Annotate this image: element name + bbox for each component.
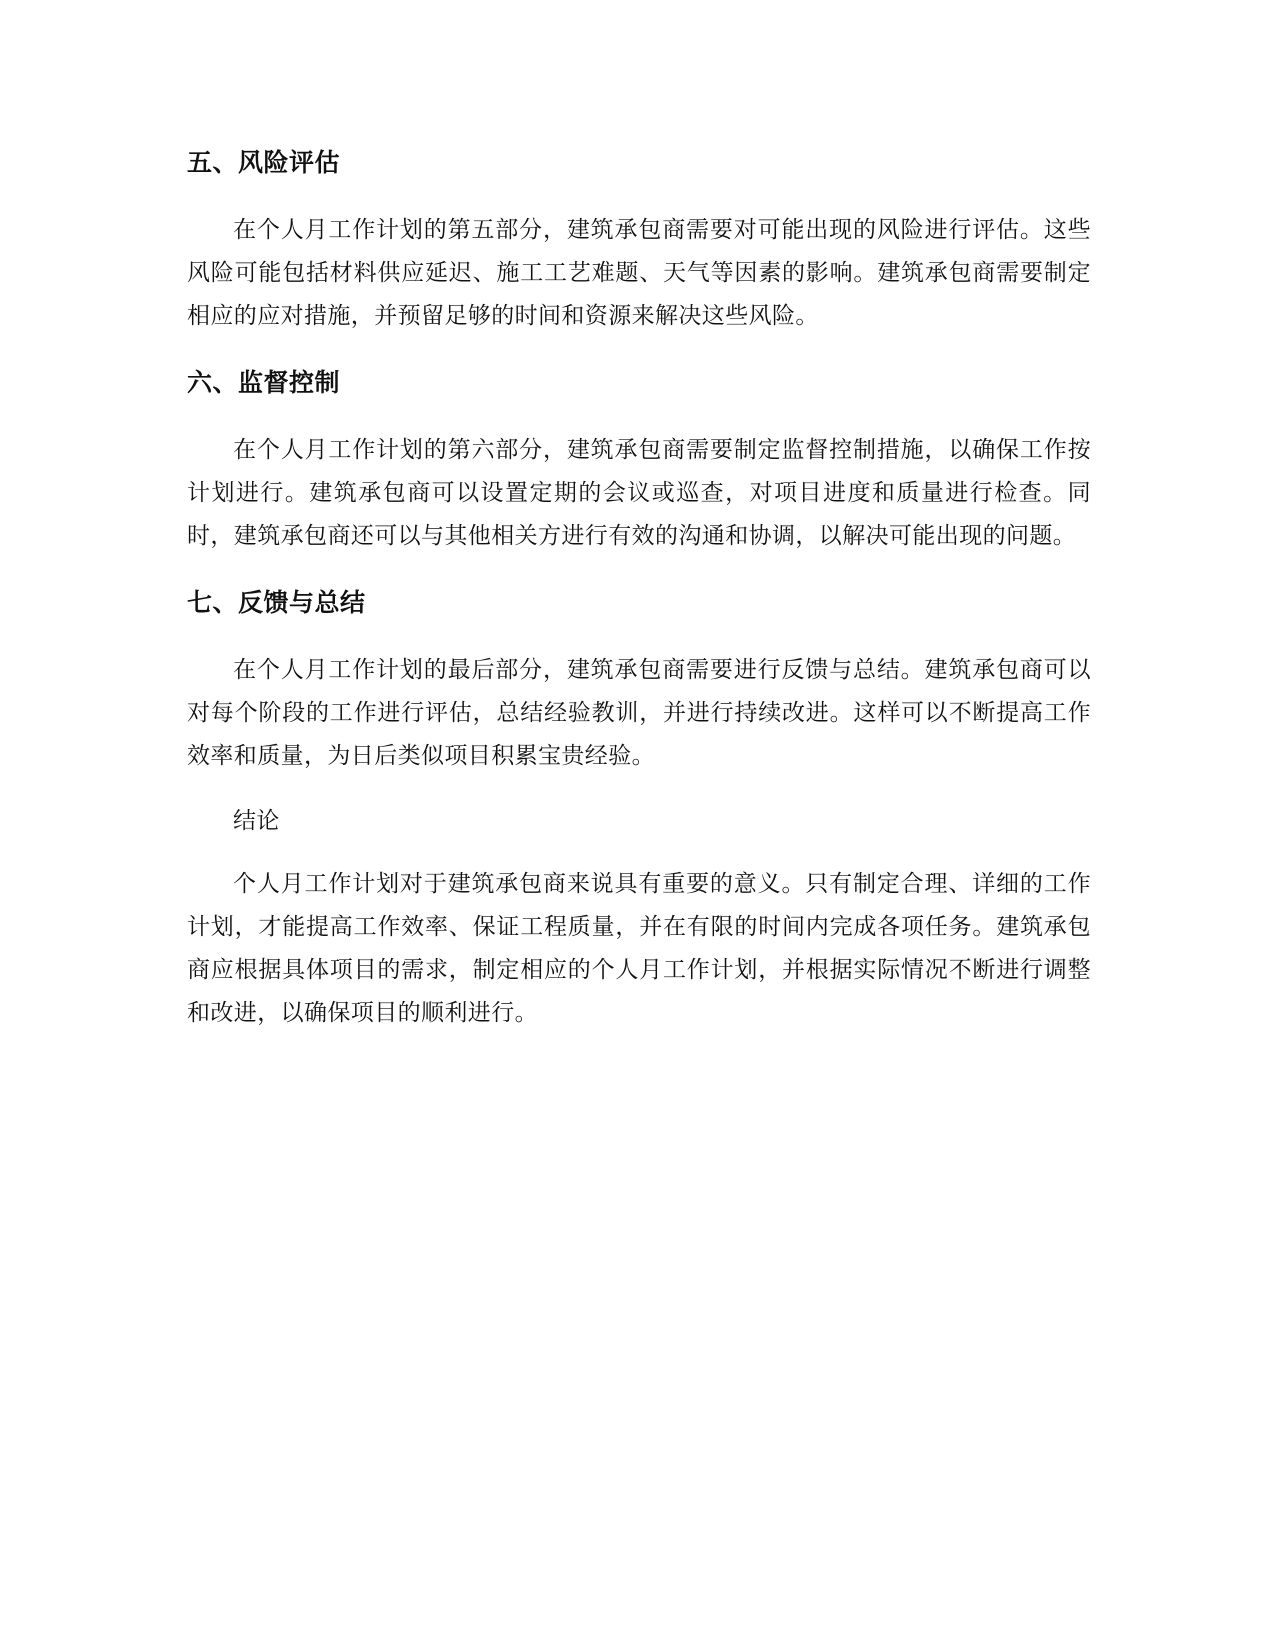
section-paragraph-risk-assessment: 在个人月工作计划的第五部分，建筑承包商需要对可能出现的风险进行评估。这些风险可能包括材料供应延迟、施工工艺难题、天气等因素的影响。建筑承包商需要制定相应的应对措施，并预留足够的时间和资源来解决这些风险。 bbox=[187, 217, 1091, 329]
section-paragraph-feedback-summary: 在个人月工作计划的最后部分，建筑承包商需要进行反馈与总结。建筑承包商可以对每个阶段的工作进行评估，总结经验教训，并进行持续改进。这样可以不断提高工作效率和质量，为日后类似项目积累宝贵经验。 bbox=[187, 657, 1091, 769]
conclusion-paragraph: 个人月工作计划对于建筑承包商来说具有重要的意义。只有制定合理、详细的工作计划，才能提高工作效率、保证工程质量，并在有限的时间内完成各项任务。建筑承包商应根据具体项目的需求，制定相应的个人月工作计划，并根据实际情况不断进行调整和改进，以确保项目的顺利进行。 bbox=[187, 871, 1091, 1026]
document-body bbox=[187, 140, 1091, 1057]
section-heading-supervision-control: 六、监督控制 bbox=[187, 368, 341, 397]
section-heading-risk-assessment: 五、风险评估 bbox=[187, 148, 341, 177]
conclusion-label: 结论 bbox=[233, 808, 280, 834]
section-heading-feedback-summary: 七、反馈与总结 bbox=[187, 588, 366, 617]
section-paragraph-supervision-control: 在个人月工作计划的第六部分，建筑承包商需要制定监督控制措施，以确保工作按计划进行。建筑承包商可以设置定期的会议或巡查，对项目进度和质量进行检查。同时，建筑承包商还可以与其他相关方进行有效的沟通和协调，以解决可能出现的问题。 bbox=[187, 437, 1091, 549]
